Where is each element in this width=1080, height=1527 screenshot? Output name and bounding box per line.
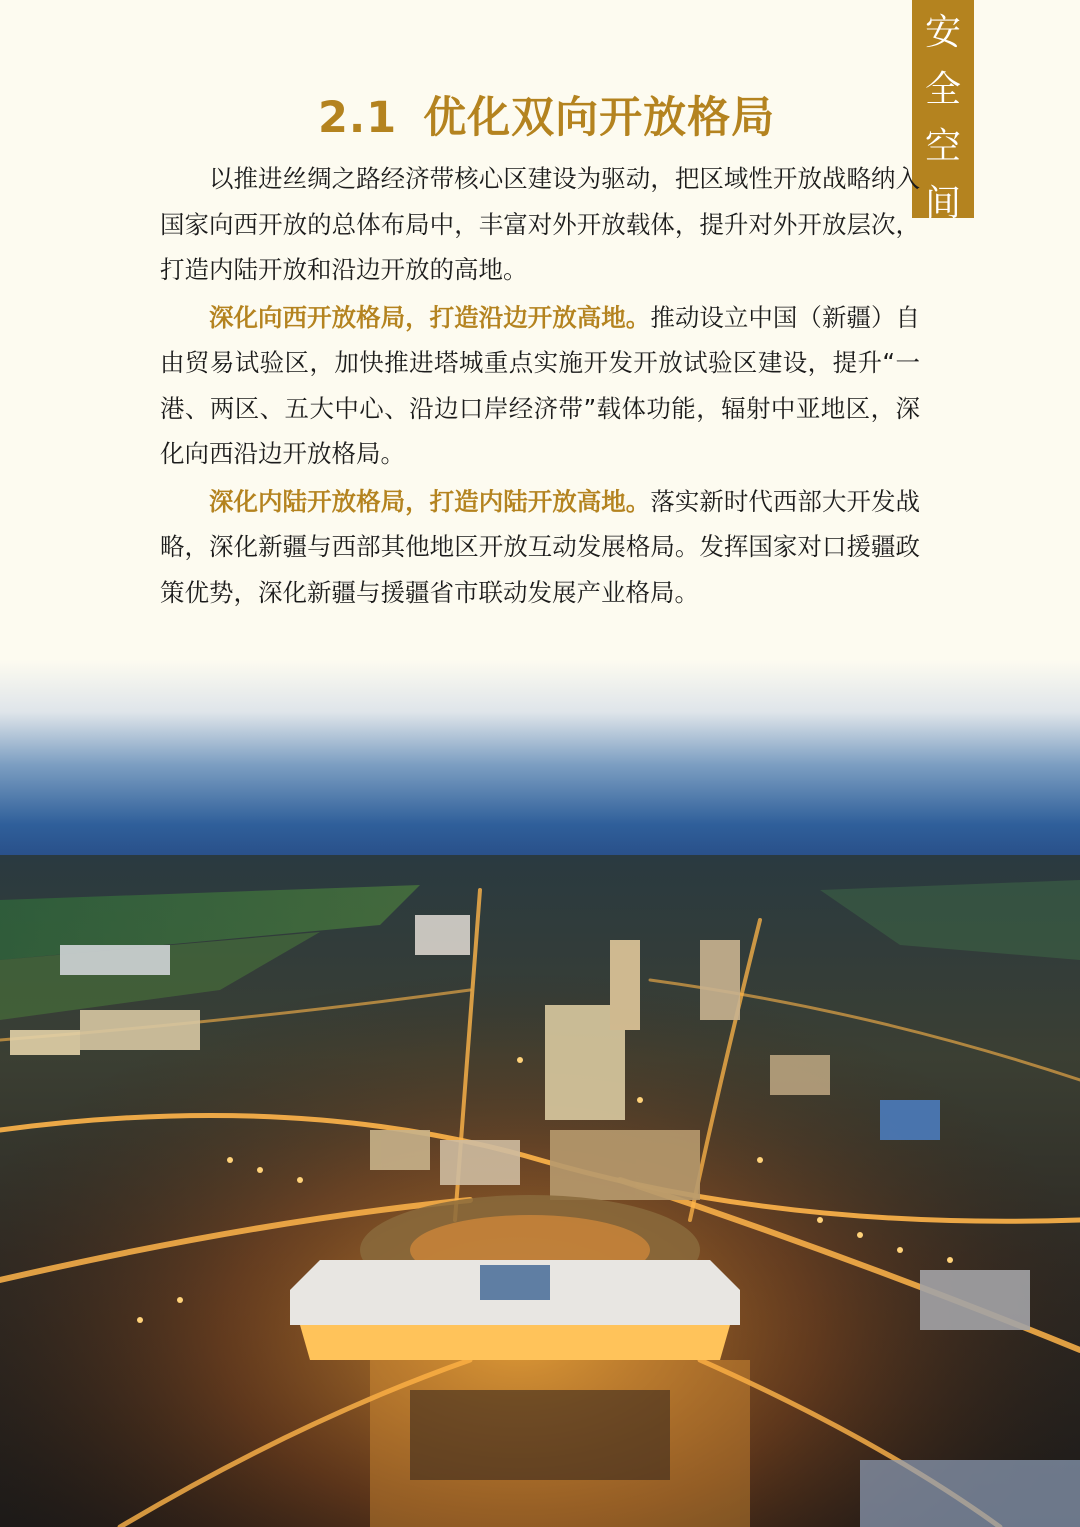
section-number: 2.1 <box>318 93 398 143</box>
side-tab-char: 全 <box>924 69 961 110</box>
paragraph-highlight: 深化向西开放格局，打造沿边开放高地。 <box>209 302 651 332</box>
paragraph-westward <box>160 295 920 477</box>
side-tab-char: 间 <box>924 183 961 224</box>
side-tab-char: 空 <box>924 126 961 167</box>
side-tab-char: 安 <box>924 12 961 53</box>
paragraph-intro <box>160 156 920 293</box>
section-title <box>318 84 775 145</box>
paragraph-text: 以推进丝绸之路经济带核心区建设为驱动，把区域性开放战略纳入国家向西开放的总体布局中，丰富对外开放载体，提升对外开放层次，打造内陆开放和沿边开放的高地。 <box>160 164 920 284</box>
body-text <box>160 156 920 615</box>
paragraph-text: 推动设立中国（新疆）自由贸易试验区，加快推进塔城重点实施开发开放试验区建设，提升“一港、两区、五大中心、沿边口岸经济带”载体功能，辐射中亚地区，深化向西沿边开放格局。 <box>160 302 921 468</box>
section-title-text: 优化双向开放格局 <box>423 93 776 143</box>
paragraph-highlight: 深化内陆开放格局，打造内陆开放高地。 <box>209 486 651 516</box>
section-side-tab <box>912 0 974 224</box>
city-aerial-photo <box>0 660 1080 1527</box>
paragraph-inland <box>160 479 920 616</box>
paragraph-text: 落实新时代西部大开发战略，深化新疆与西部其他地区开放互动发展格局。发挥国家对口援疆政策优势，深化新疆与援疆省市联动发展产业格局。 <box>160 486 921 607</box>
